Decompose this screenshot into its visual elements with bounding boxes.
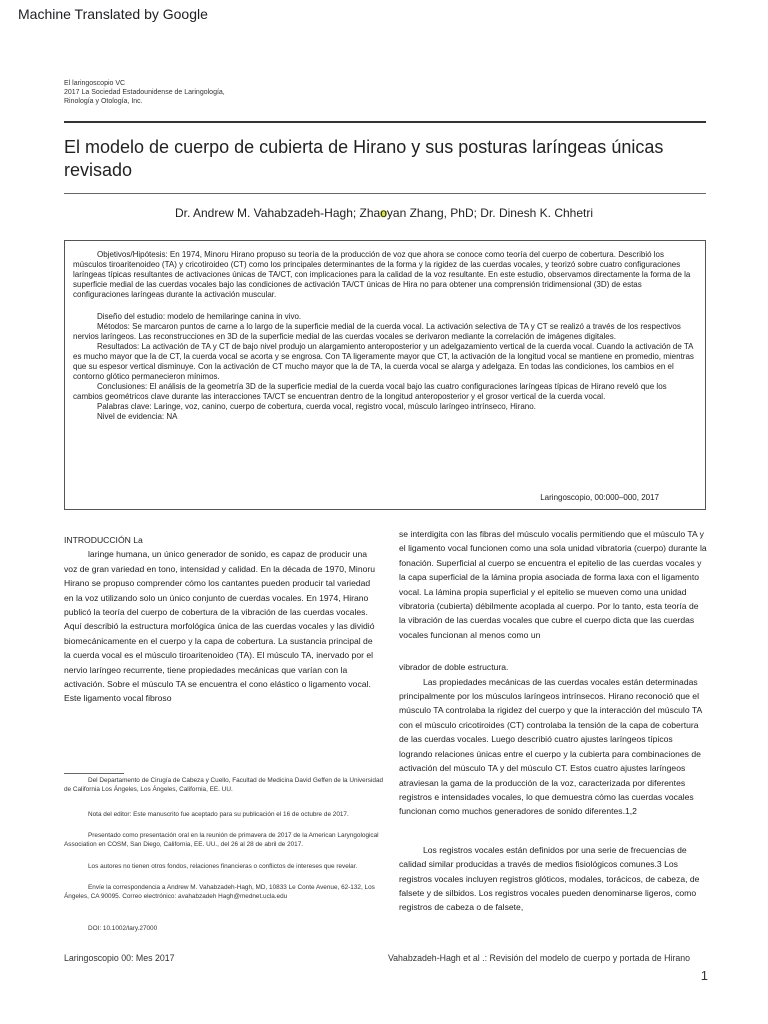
abstract-box: [64, 240, 706, 510]
note-conflicts: Los autores no tienen otros fondos, relaciones financieras o conflictos de intereses que revelar.: [88, 863, 358, 870]
left-column: [64, 533, 380, 706]
author-list: [64, 205, 704, 221]
abstract-evidence-level: Nivel de evidencia: NA: [97, 412, 178, 421]
abstract-citation: Laringoscopio, 00:000–000, 2017: [540, 493, 659, 502]
note-editor: Nota del editor: Este manuscrito fue aceptado para su publicación el 16 de octubre de 2017.: [88, 811, 349, 818]
note-correspondence: Envíe la correspondencia a Andrew M. Vahabzadeh-Hagh, MD, 10833 Le Conte Avenue, 62-132, Los Ángeles, CA 90095. Correo electrónico: avahabzadeh Hagh@mednet.ucla.edu: [64, 884, 375, 901]
author-text-c: yan Zhang, PhD; Dr. Dinesh K. Chhetri: [386, 206, 594, 220]
right-paragraph-3: Los registros vocales están definidos por una serie de frecuencias de calidad similar producidas a través de medios fisiológicos comunes.3 Los registros vocales incluyen registros glóticos, modales, torácicos, de cabeza, de falsete y de silbidos. Los registros vocales pueden denominarse ligeros, como registros de cabeza o de falsete,: [399, 844, 700, 913]
abstract-keywords: Palabras clave: Laringe, voz, canino, cuerpo de cobertura, cuerda vocal, registro vocal, músculo laríngeo intrínseco, Hirano.: [97, 402, 536, 411]
abstract-study-design: Diseño del estudio: modelo de hemilaringe canina in vivo.: [97, 312, 302, 321]
top-rule: [64, 121, 706, 123]
intro-paragraph-1: laringe humana, un único generador de sonido, es capaz de producir una voz de gran variedad en tono, intensidad y calidad. En la década de 1970, Minoru Hirano se propuso comprender cómo los cantantes pueden producir tal variedad en la voz utilizando solo un único conjunto de cuerdas vocales. En 1974, Hirano publicó la teoría del cuerpo de cobertura de la vibración de las cuerdas vocales. Aquí describió la estructura morfológica única de las cuerdas vocales y las dividió biomecánicamente en el cuerpo y la capa de cobertura. La sustancia principal de la cuerda vocal es el músculo tiroaritenoideo (TA). El músculo TA, inervado por el nervio laríngeo recurrente, tiene propiedades mecánicas que varían con la activación. Sobre el músculo TA se encuentra el cono elástico o ligamento vocal. Este ligamento vocal fibroso: [64, 549, 376, 704]
highlighted-letter: o: [380, 206, 387, 220]
abstract-conclusions: Conclusiones: El análisis de la geometría 3D de la superficie medial de la cuerda vocal bajo las cuatro configuraciones laríngeas típicas de Hirano reveló que los cambios geométricos clave durante las interacciones TA/CT se encuentran dentro de la longitud anteroposterior y el grosor vertical de la cuerda vocal.: [73, 382, 667, 401]
abstract-results: Resultados: La activación de TA y CT de bajo nivel produjo un alargamiento anteroposterior y un adelgazamiento vertical de la cuerda vocal. Cuando la activación de TA es mucho mayor que la de CT, la cuerda vocal se acorta y se engrosa. Con TA ligeramente mayor que CT, la activación de la longitud vocal se mantiene en promedio, mientras que su espesor vertical disminuye. Con la activación de CT mucho mayor que la de TA, la cuerda vocal se alarga y adelgaza. En todas las condiciones, los cambios en el contorno glótico permanecieron mínimos.: [73, 342, 694, 381]
machine-translation-banner: Machine Translated by Google: [18, 6, 208, 22]
paper-title: El modelo de cuerpo de cubierta de Hirano y sus posturas laríngeas únicas revisado: [64, 137, 664, 180]
note-doi: DOI: 10.1002/lary.27000: [88, 925, 158, 932]
author-text-a: Dr. Andrew M. Vahabzadeh-Hagh; Zha: [174, 206, 381, 220]
title-rule: [64, 193, 706, 194]
right-paragraph-1-end: vibrador de doble estructura.: [399, 662, 509, 673]
journal-copyright: [64, 79, 324, 106]
intro-heading: INTRODUCCIÓN La: [64, 535, 143, 545]
footer-running-title: Vahabzadeh-Hagh et al .: Revisión del modelo de cuerpo y portada de Hirano: [387, 953, 690, 963]
page-number: 1: [700, 968, 708, 983]
journal-line-3: Rinología y Otología, Inc.: [64, 98, 143, 105]
footer-journal: Laringoscopio 00: Mes 2017: [64, 953, 175, 963]
footnote-rule: [64, 773, 124, 774]
journal-line-2: 2017 La Sociedad Estadounidense de Laringología,: [64, 89, 225, 96]
journal-line-1: El laringoscopio VC: [64, 80, 126, 87]
note-affiliation: Del Departamento de Cirugía de Cabeza y Cuello, Facultad de Medicina David Geffen de la Universidad de California Los Ángeles, Los Ángeles, California, EE. UU.: [64, 777, 384, 794]
right-paragraph-2: Las propiedades mecánicas de las cuerdas vocales están determinadas principalmente por los músculos laríngeos intrínsecos. Hirano reconoció que el músculo TA controlaba la rigidez del cuerpo y que la interacción del músculo TA con el músculo cricotiroides (CT) controlaba la tensión de la capa de cobertura de las cuerdas vocales. Luego describió cuatro ajustes laríngeos típicos logrando relaciones únicas entre el cuerpo y la cubierta para combinaciones de activación del músculo TA y del músculo CT. Estos cuatro ajustes laríngeos atraviesan la gama de la producción de la voz, caracterizada por diferentes registros e intensidades vocales, lo que demuestra cómo las cuerdas vocales funcionan como muchos generadores de sonido diferentes.1,2: [399, 676, 702, 817]
right-paragraph-1: se interdigita con las fibras del músculo vocalis permitiendo que el músculo TA y el ligamento vocal funcionen como una sola unidad vibratoria (cuerpo) durante la fonación. Superficial al cuerpo se encuentra el epitelio de las cuerdas vocales y la capa superficial de la lámina propia asociada de forma laxa con el ligamento vocal. La lámina propia superficial y el epitelio se mueven como una unidad vibratoria (cubierta) débilmente acoplada al cuerpo. Por lo tanto, esta teoría de la vibración de las cuerdas vocales que cubre el cuerpo dicta que las cuerdas vocales funcionan al menos como un: [399, 529, 707, 640]
note-presented: Presentado como presentación oral en la reunión de primavera de 2017 de la American Laryngological Association en COSM, San Diego, California, EE. UU., del 26 al 28 de abril de 2017.: [64, 832, 379, 849]
abstract-objectives: Objetivos/Hipótesis: En 1974, Minoru Hirano propuso su teoría de la producción de voz que ahora se conoce como teoría del cuerpo de cobertura. Describió los músculos tiroaritenoideo (TA) y cricotiroideo (CT) como los principales determinantes de la forma y la rigidez de las cuerdas vocales, y teorizó sobre cuatro configuraciones laríngeas típicas resultantes de activaciones únicas de TA/CT, con implicaciones para la calidad de la voz resultante. En este estudio, observamos directamente la forma de la superficie medial de las cuerdas vocales bajo las condiciones de activación TA/CT únicas de Hira no para obtener una comprensión tridimensional (3D) de estas configuraciones laríngeas durante la activación muscular.: [73, 250, 691, 299]
abstract-methods: Métodos: Se marcaron puntos de carne a lo largo de la superficie medial de la cuerda vocal. La activación selectiva de TA y CT se realizó a través de los respectivos nervios laríngeos. Las reconstrucciones en 3D de la superficie medial de las cuerdas vocales se derivaron mediante la correlación de imágenes digitales.: [73, 322, 681, 341]
right-column: [399, 527, 707, 915]
